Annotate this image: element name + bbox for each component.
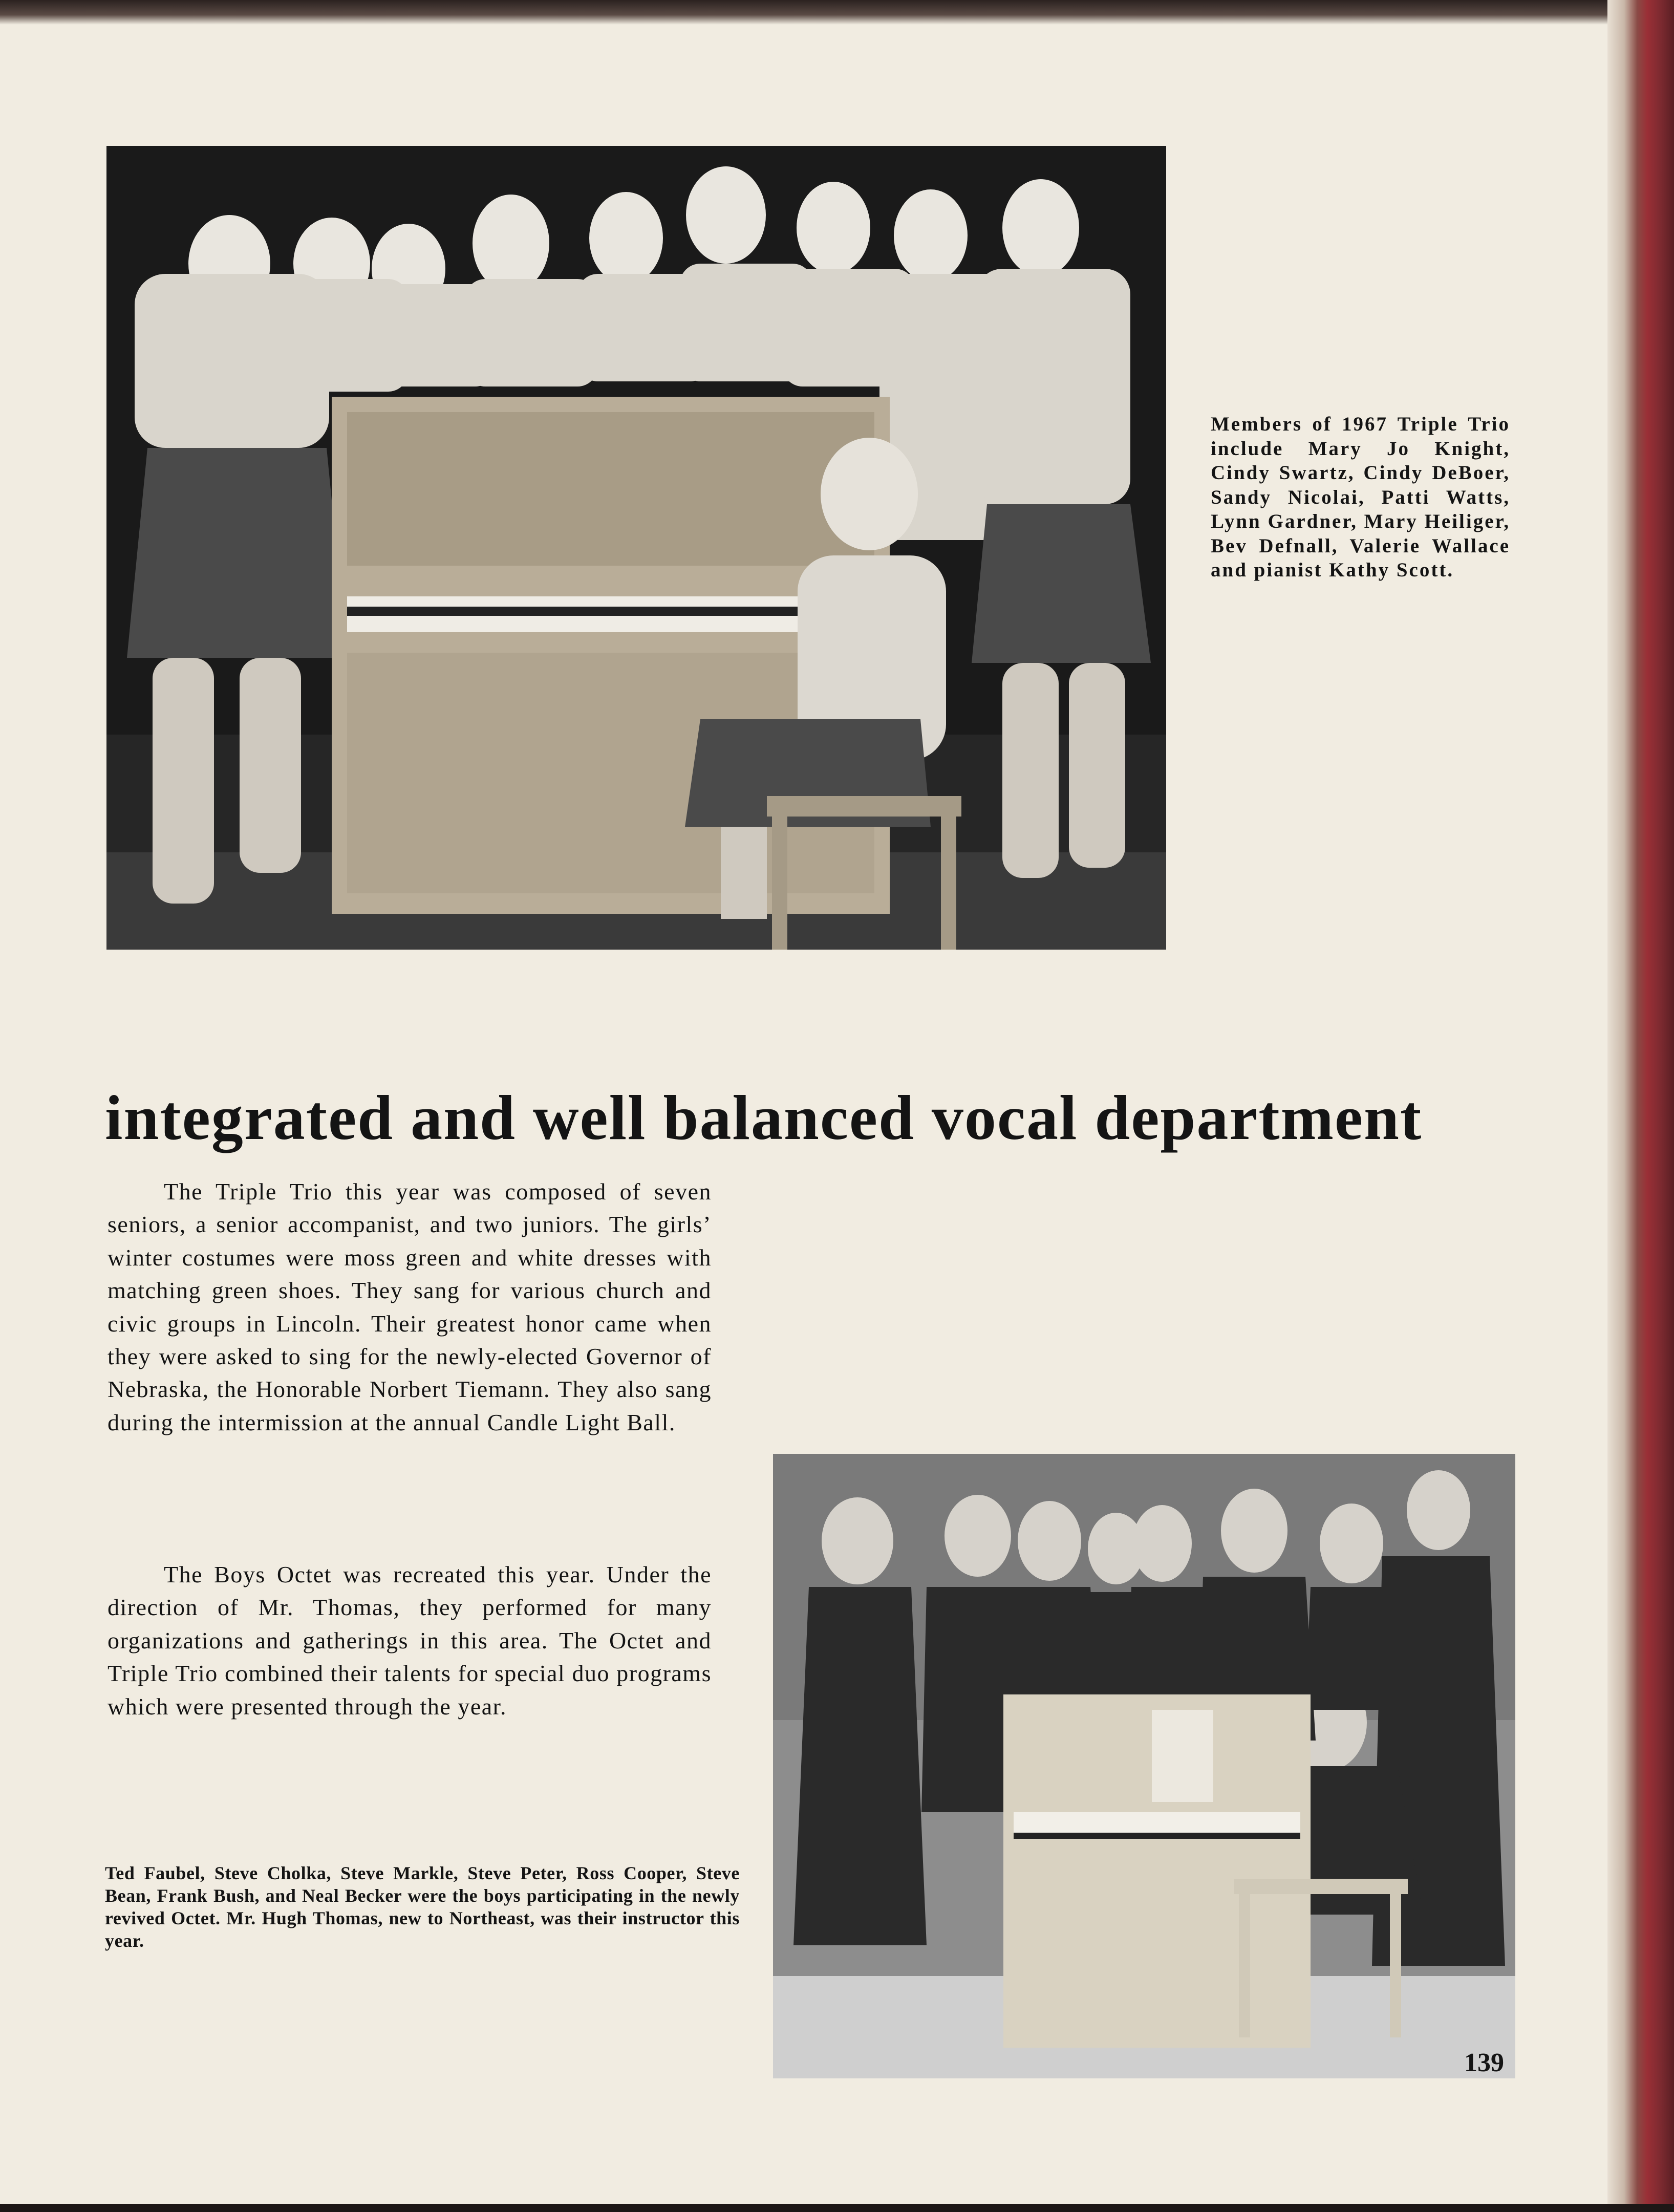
- boys-octet-caption: Ted Faubel, Steve Cholka, Steve Markle, Steve Peter, Ross Cooper, Steve Bean, Frank Bush, and Neal Becker were the boys participating in the newly revived Octet. Mr. Hugh Thomas, new to Northeast, was their instructor this year.: [105, 1863, 740, 1951]
- scan-bottom-edge: [0, 2204, 1674, 2212]
- book-binding: [1607, 0, 1674, 2212]
- boys-octet-photo: [773, 1454, 1515, 2078]
- triple-trio-caption: Members of 1967 Triple Trio include Mary Jo Knight, Cindy Swartz, Cindy DeBoer, Sandy Nicolai, Patti Watts, Lynn Gardner, Mary Heiliger, Bev Defnall, Valerie Wallace and pianist Kathy Scott.: [1211, 413, 1510, 582]
- body-paragraph-triple-trio: The Triple Trio this year was composed of seven seniors, a senior accompanist, and two juniors. The girls’ winter costumes were moss green and white dresses with matching green shoes. They sang for various church and civic groups in Lincoln. Their greatest honor came when they were asked to sing for the newly-elected Governor of Nebraska, the Honorable Norbert Tiemann. They also sang during the intermission at the annual Candle Light Ball.: [108, 1178, 712, 1435]
- triple-trio-photo: [106, 146, 1166, 950]
- body-paragraph-boys-octet: The Boys Octet was recreated this year. Under the direction of Mr. Thomas, they performed for many organizations and gatherings in this area. The Octet and Triple Trio combined their talents for special duo programs which were presented through the year.: [108, 1561, 712, 1720]
- scan-top-edge: [0, 0, 1674, 25]
- page-headline: integrated and well balanced vocal department: [105, 1083, 1423, 1153]
- page-number: 139: [1464, 2048, 1504, 2077]
